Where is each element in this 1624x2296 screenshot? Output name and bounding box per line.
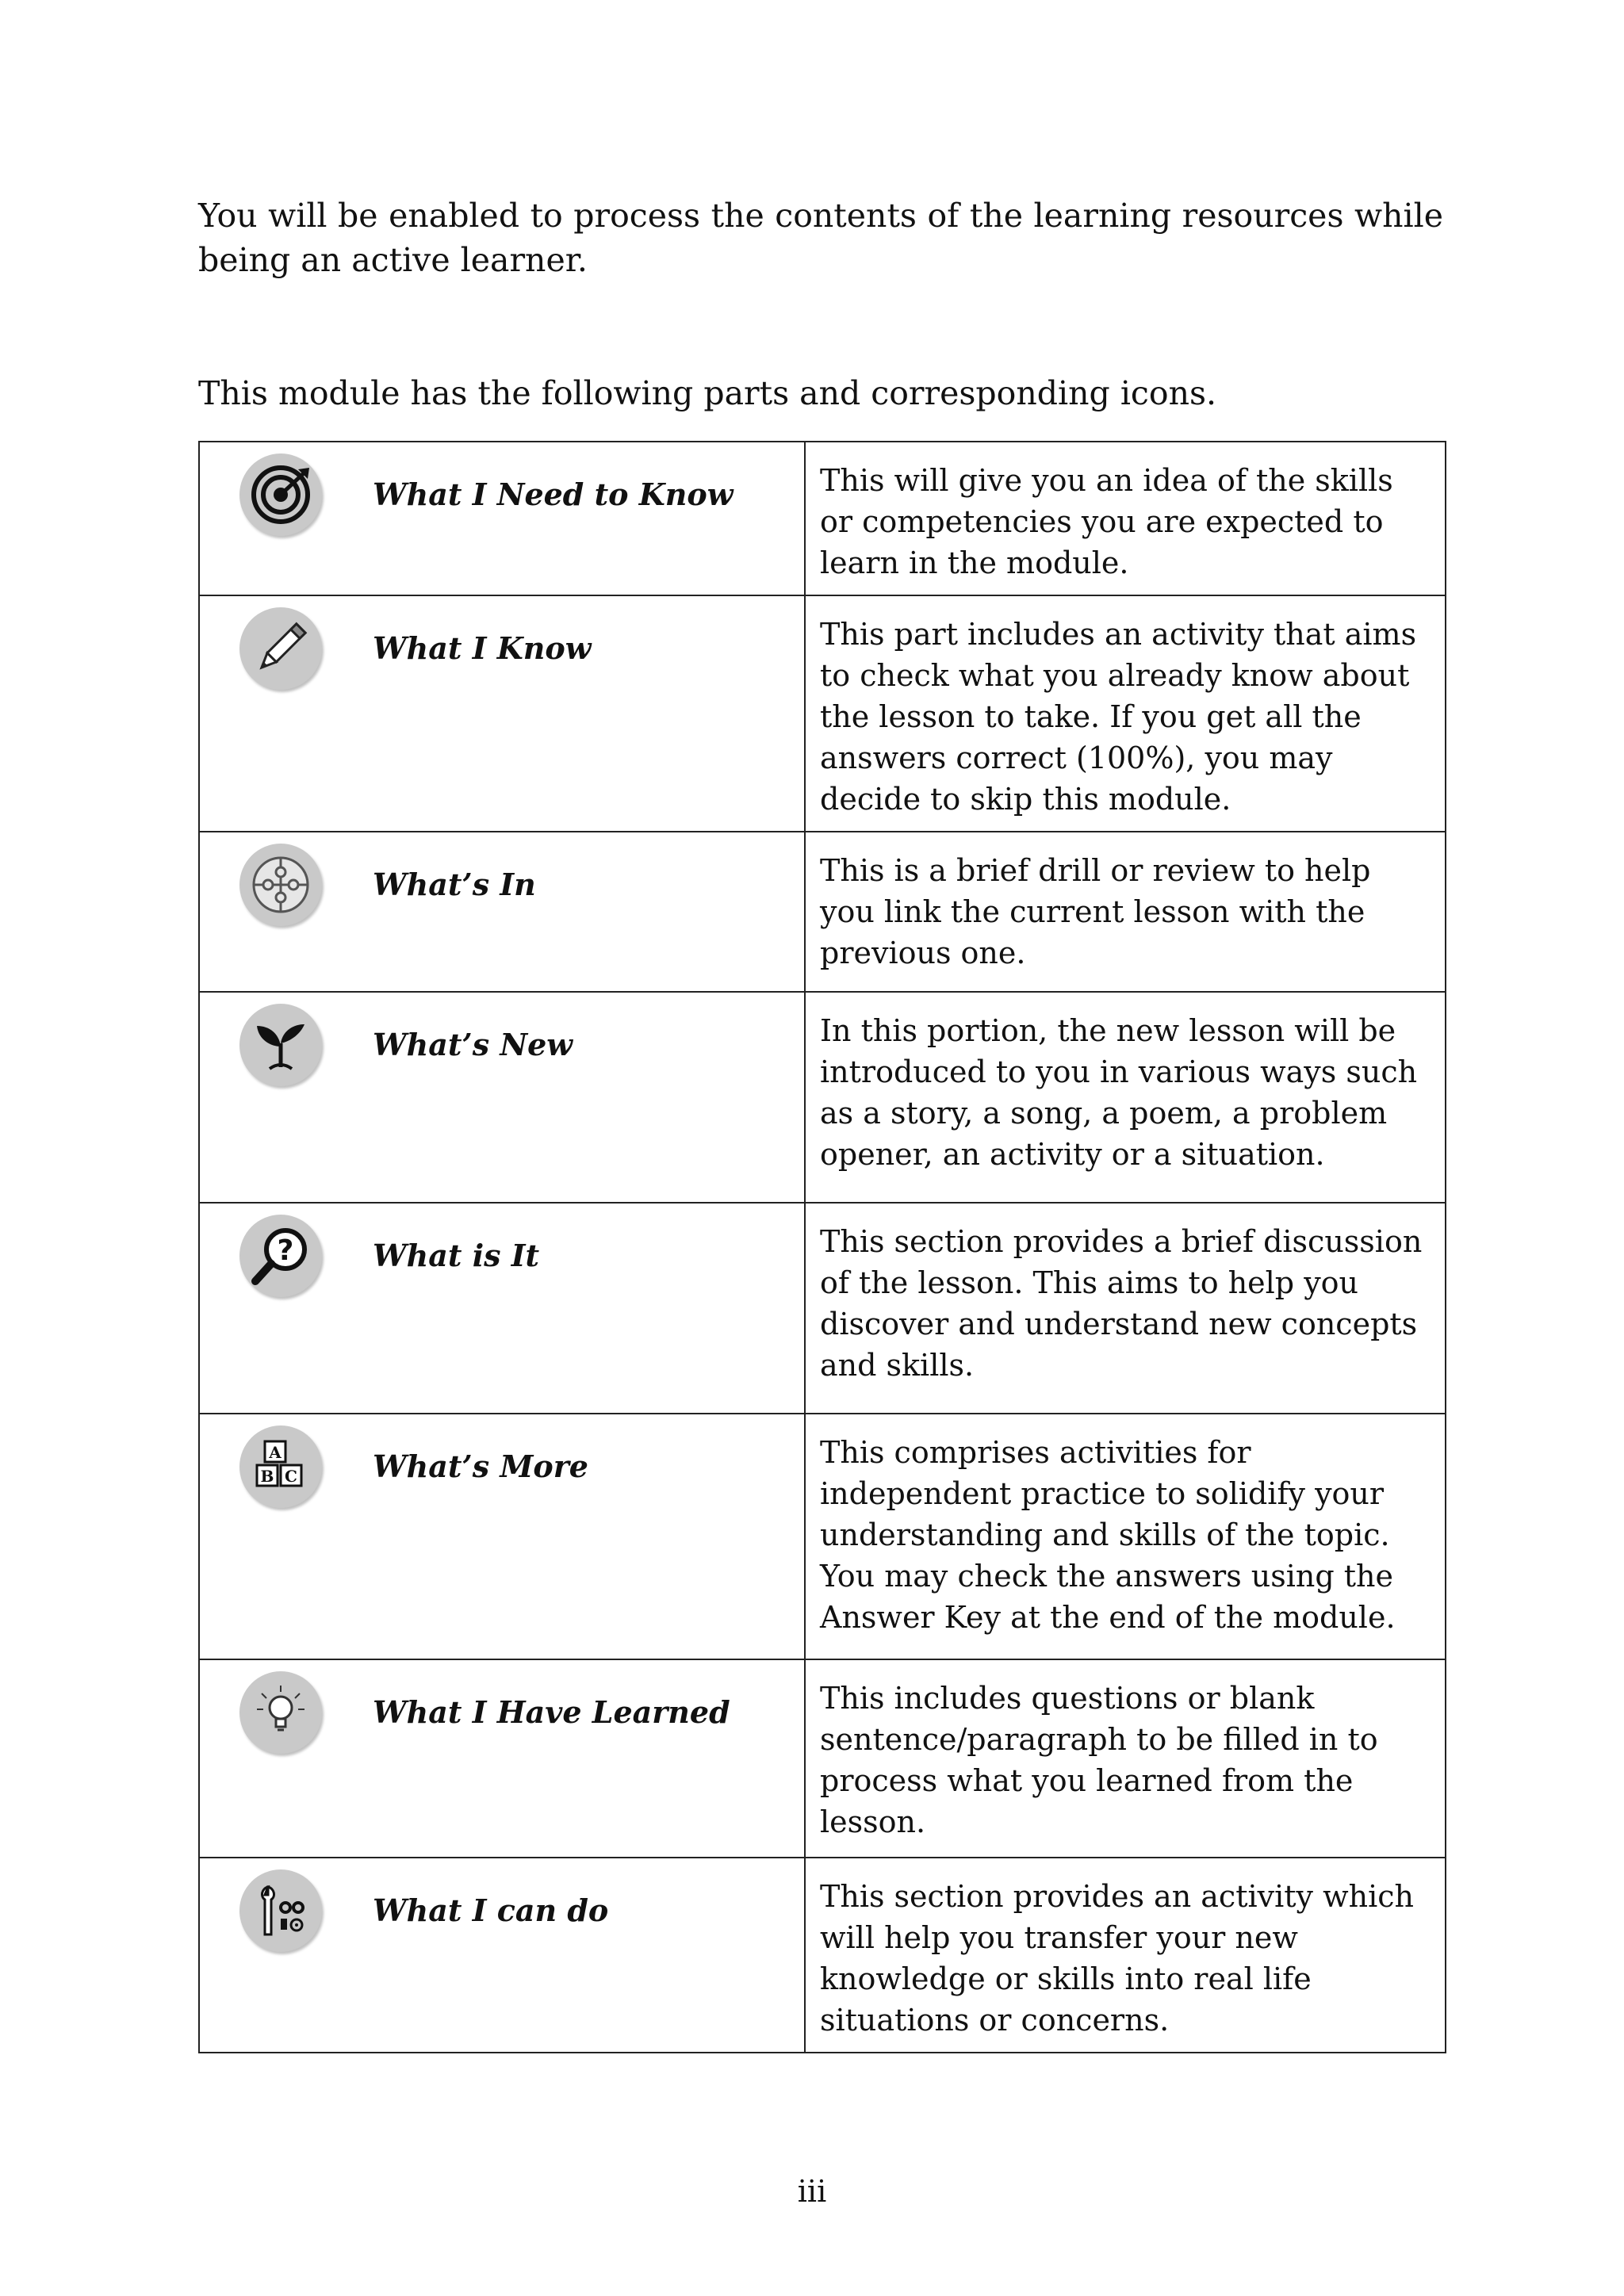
- part-label-cell: [199, 1858, 805, 2053]
- table-row: [199, 1659, 1446, 1858]
- part-label: What I Have Learned: [373, 1694, 730, 1730]
- puzzle-icon: [239, 844, 322, 926]
- part-label-cell: [199, 1659, 805, 1858]
- part-label: What’s In: [373, 867, 536, 902]
- intro-paragraph: You will be enabled to process the contents of the learning resources while being an active learner.: [198, 197, 1443, 279]
- svg-text:?: ?: [277, 1234, 294, 1267]
- target-icon: [239, 453, 322, 536]
- part-label: What I Know: [373, 630, 592, 666]
- svg-text:B: B: [260, 1467, 274, 1486]
- table-row: [199, 1414, 1446, 1659]
- magnifier-question-icon: [239, 1215, 322, 1297]
- part-description: This part includes an activity that aims to check what you already know about the lesson to take. If you get all the answers correct (100%), you may decide to skip this module.: [805, 595, 1446, 832]
- svg-text:A: A: [269, 1443, 282, 1462]
- table-row: [199, 1858, 1446, 2053]
- abc-blocks-icon: [239, 1425, 322, 1508]
- table-row: [199, 832, 1446, 992]
- module-parts-intro: This module has the following parts and corresponding icons.: [198, 374, 1217, 412]
- part-description: This is a brief drill or review to help you link the current lesson with the previous one.: [805, 832, 1446, 992]
- part-description: This comprises activities for independent practice to solidify your understanding and skills of the topic. You may check the answers using the Answer Key at the end of the module.: [805, 1414, 1446, 1659]
- part-label-cell: [199, 1203, 805, 1414]
- part-label: What’s New: [373, 1027, 573, 1062]
- part-description: This includes questions or blank sentence/paragraph to be filled in to process what you learned from the lesson.: [805, 1659, 1446, 1858]
- part-description: This section provides a brief discussion of the lesson. This aims to help you discover and understand new concepts and skills.: [805, 1203, 1446, 1414]
- table-row: [199, 595, 1446, 832]
- part-label: What I can do: [373, 1892, 609, 1928]
- part-label-cell: [199, 992, 805, 1203]
- tools-icon: [239, 1869, 322, 1952]
- svg-text:C: C: [285, 1467, 297, 1486]
- table-row: [199, 1203, 1446, 1414]
- part-label-cell: [199, 1414, 805, 1659]
- page-number: iii: [797, 2174, 827, 2209]
- module-parts-table: [198, 441, 1446, 2053]
- part-label-cell: [199, 442, 805, 595]
- part-description: This section provides an activity which will help you transfer your new knowledge or skills into real life situations or concerns.: [805, 1858, 1446, 2053]
- table-row: [199, 992, 1446, 1203]
- part-label-cell: [199, 832, 805, 992]
- part-label: What is It: [373, 1238, 540, 1273]
- table-row: [199, 442, 1446, 595]
- lightbulb-icon: [239, 1671, 322, 1754]
- pencil-icon: [239, 607, 322, 690]
- part-description: In this portion, the new lesson will be introduced to you in various ways such as a story, a song, a poem, a problem opener, an activity or a situation.: [805, 992, 1446, 1203]
- part-description: This will give you an idea of the skills or competencies you are expected to learn in the module.: [805, 442, 1446, 595]
- part-label: What I Need to Know: [373, 476, 733, 512]
- sprout-icon: [239, 1004, 322, 1086]
- part-label: What’s More: [373, 1448, 588, 1484]
- part-label-cell: [199, 595, 805, 832]
